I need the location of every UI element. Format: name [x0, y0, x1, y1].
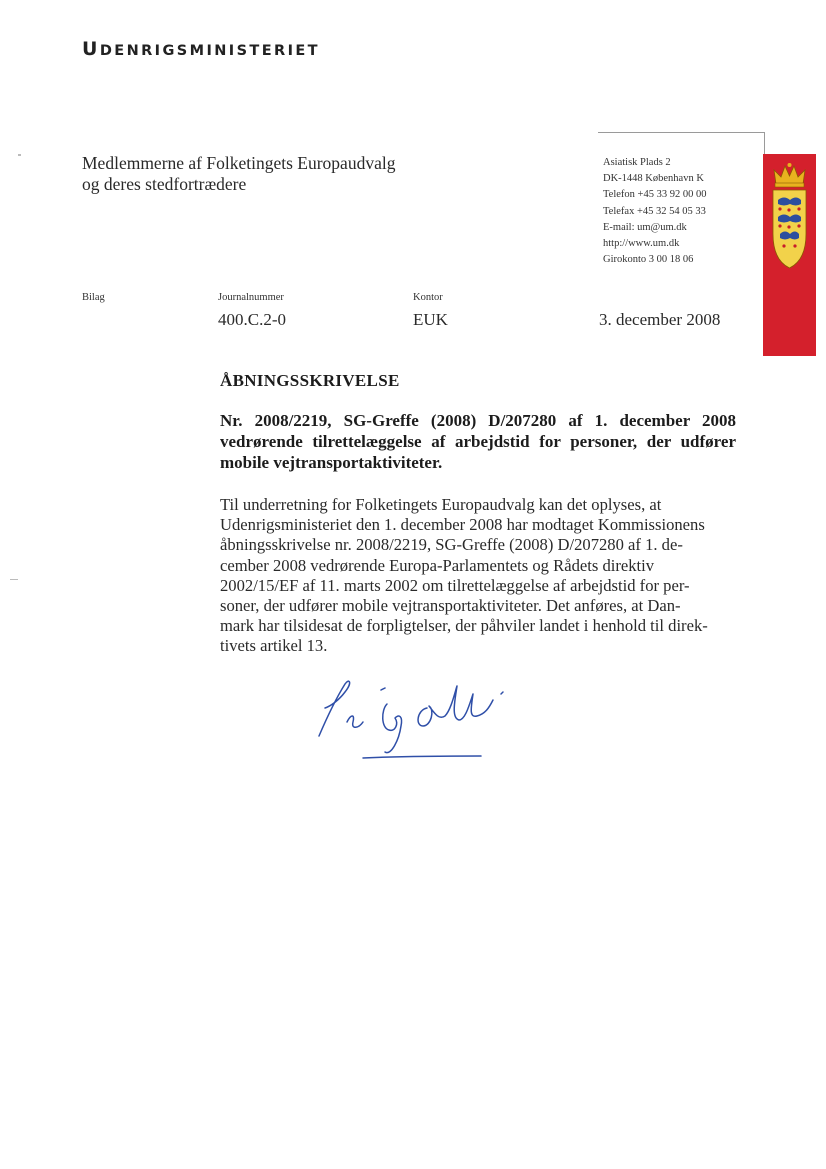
letter-heading: ÅBNINGSSKRIVELSE [220, 371, 400, 390]
bilag-label: Bilag [82, 292, 105, 303]
sender-address [603, 155, 706, 268]
office-label: Kontor [413, 292, 443, 303]
body-line: soner, der udfører mobile vejtransportaktiviteter. Det anføres, at Dan- [220, 596, 681, 616]
body-line: Til underretning for Folketingets Europaudvalg kan det oplyses, at [220, 495, 662, 514]
coat-of-arms-icon [767, 162, 812, 272]
scan-mark [18, 154, 21, 156]
office-value: EUK [413, 310, 448, 329]
recipient-line-1: Medlemmerne af Folketingets Europaudvalg [82, 153, 396, 173]
letter-date: 3. december 2008 [599, 310, 721, 329]
journal-number: 400.C.2-0 [218, 310, 286, 329]
body-line: 2002/15/EF af 11. marts 2002 om tilrettelæggelse af arbejdstid for per- [220, 575, 690, 595]
address-line: Telefax +45 32 54 05 33 [603, 205, 706, 217]
address-line: Asiatisk Plads 2 [603, 157, 671, 168]
address-line: DK-1448 København K [603, 173, 704, 185]
body-line: tivets artikel 13. [220, 636, 328, 656]
red-band [763, 154, 816, 356]
body-line: mark har tilsidesat de forpligtelser, der påhviler landet i henhold til direk- [220, 616, 708, 636]
body-line: Udenrigsministeriet den 1. december 2008 har modtaget Kommissionens [220, 515, 705, 535]
journal-label: Journalnummer [218, 292, 284, 303]
body-line: åbningsskrivelse nr. 2008/2219, SG-Greffe (2008) D/207280 af 1. de- [220, 535, 683, 555]
body-line: cember 2008 vedrørende Europa-Parlamentets og Rådets direktiv [220, 555, 655, 575]
letter-subject: Nr. 2008/2219, SG-Greffe (2008) D/207280 af 1. december 2008 vedrørende tilrettelæggelse af arbejdstid for personer, der udfører mobile vejtransportaktiviteter. [220, 411, 736, 472]
address-line: http://www.um.dk [603, 238, 680, 250]
recipient-line-2: og deres stedfortrædere [82, 174, 247, 194]
address-divider [598, 132, 765, 133]
signature-icon [305, 670, 545, 770]
address-divider-vertical [764, 132, 765, 154]
scan-mark [10, 579, 18, 580]
address-line: Girokonto 3 00 18 06 [603, 254, 694, 266]
address-line: E-mail: um@um.dk [603, 221, 687, 233]
address-line: Telefon +45 33 92 00 00 [603, 189, 707, 201]
recipient-block [82, 153, 395, 195]
ministry-name: UDENRIGSMINISTERIET [82, 38, 320, 60]
letter-body [220, 495, 736, 657]
